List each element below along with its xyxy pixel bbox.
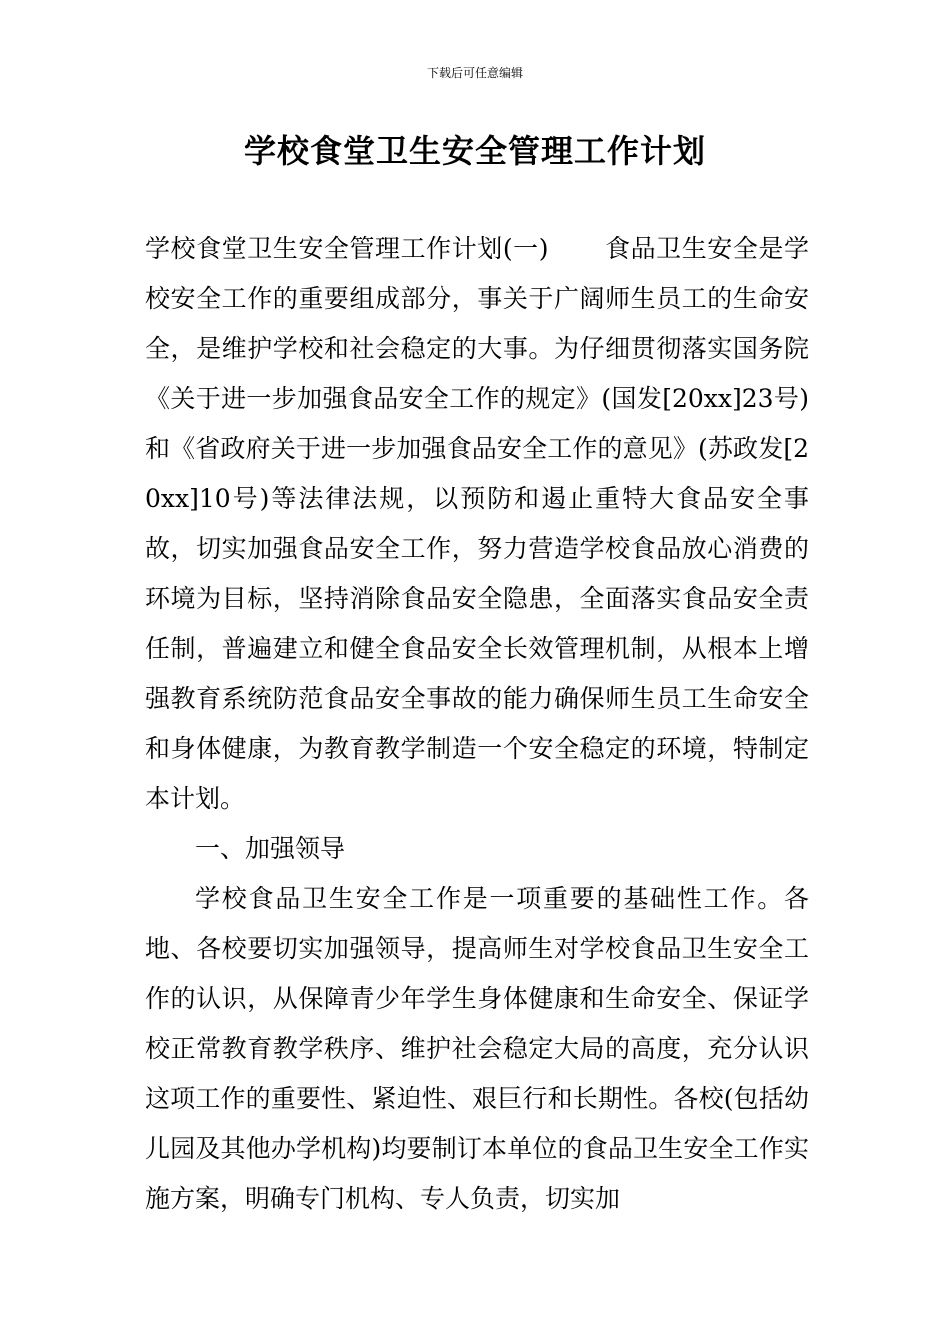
header-note: 下载后可任意编辑 bbox=[426, 66, 523, 80]
document-body bbox=[145, 224, 809, 1224]
section-1-heading: 一、加强领导 bbox=[195, 834, 346, 863]
section-1-paragraph: 学校食品卫生安全工作是一项重要的基础性工作。各地、各校要切实加强领导，提高师生对学校食品卫生安全工作的认识，从保障青少年学生身体健康和生命安全、保证学校正常教育教学秩序、维护社会稳定大局的高度，充分认识这项工作的重要性、紧迫性、艰巨行和长期性。各校(包括幼儿园及其他办学机构)均要制订本单位的食品卫生安全工作实施方案，明确专门机构、专人负责，切实加 bbox=[145, 884, 809, 1213]
document-title: 学校食堂卫生安全管理工作计划 bbox=[243, 132, 706, 170]
intro-heading: 学校食堂卫生安全管理工作计划(一) bbox=[145, 234, 549, 263]
intro-paragraph bbox=[145, 224, 809, 824]
intro-text: 食品卫生安全是学校安全工作的重要组成部分，事关于广阔师生员工的生命安全，是维护学校和社会稳定的大事。为仔细贯彻落实国务院《关于进一步加强食品安全工作的规定》(国发[20xx]23号)和《省政府关于进一步加强食品安全工作的意见》(苏政发[20xx]10号)等法律法规，以预防和遏止重特大食品安全事故，切实加强食品安全工作，努力营造学校食品放心消费的环境为目标，坚持消除食品安全隐患，全面落实食品安全责任制，普遍建立和健全食品安全长效管理机制，从根本上增强教育系统防范食品安全事故的能力确保师生员工生命安全和身体健康，为教育教学制造一个安全稳定的环境，特制定本计划。 bbox=[145, 234, 809, 813]
